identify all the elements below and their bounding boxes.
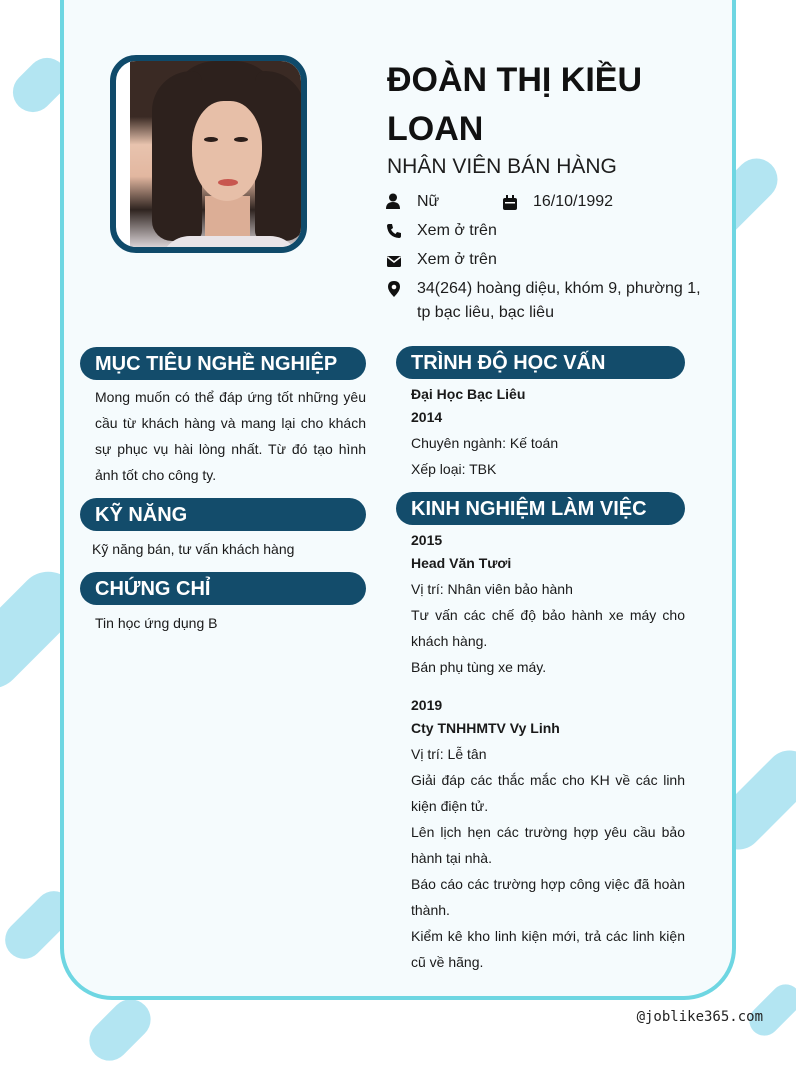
mail-icon — [386, 253, 402, 269]
phone-value: Xem ở trên — [417, 222, 497, 239]
objective-text: Mong muốn có thể đáp ứng tốt những yêu cầu từ khách hàng và mang lại cho khách sự phục vụ hài lòng nhất. Từ đó tạo hình ảnh tốt cho công ty. — [95, 389, 366, 483]
job-year: 2015 — [411, 532, 443, 548]
profile-photo — [130, 61, 301, 247]
job-position: Vị trí: Nhân viên bảo hành — [411, 581, 573, 597]
objective-heading: MỤC TIÊU NGHỀ NGHIỆP — [80, 347, 366, 380]
job-duty: Lên lịch hẹn các trường hợp yêu cầu bảo hành tại nhà. — [411, 824, 685, 866]
education-grade: Xếp loại: TBK — [411, 461, 497, 477]
gender-value: Nữ — [417, 193, 440, 210]
job-title: NHÂN VIÊN BÁN HÀNG — [387, 155, 617, 178]
calendar-icon — [502, 195, 518, 211]
dob-value: 16/10/1992 — [533, 193, 614, 210]
profile-photo-frame — [110, 55, 307, 253]
certificates-text: Tin học ứng dụng B — [95, 615, 218, 631]
education-school: Đại Học Bạc Liêu — [411, 386, 526, 402]
experience-heading: KINH NGHIỆM LÀM VIỆC — [396, 492, 685, 525]
decor-stripe — [81, 991, 159, 1069]
email-value: Xem ở trên — [417, 251, 497, 268]
job-duty: Báo cáo các trường hợp công việc đã hoàn thành. — [411, 876, 685, 918]
job-company: Cty TNHHMTV Vy Linh — [411, 720, 560, 736]
skills-text: Kỹ năng bán, tư vấn khách hàng — [92, 541, 295, 557]
user-icon — [385, 193, 401, 209]
education-year: 2014 — [411, 409, 443, 425]
job-duty: Giải đáp các thắc mắc cho KH về các linh kiện điện tử. — [411, 772, 685, 814]
job-company: Head Văn Tươi — [411, 555, 512, 571]
watermark: @joblike365.com — [636, 1009, 763, 1025]
location-pin-icon — [386, 281, 402, 297]
candidate-name: ĐOÀN THỊ KIỀU LOAN — [387, 61, 642, 148]
education-heading: TRÌNH ĐỘ HỌC VẤN — [396, 346, 685, 379]
certificates-heading: CHỨNG CHỈ — [80, 572, 366, 605]
job-position: Vị trí: Lễ tân — [411, 746, 487, 762]
phone-icon — [386, 223, 402, 239]
address-value: 34(264) hoàng diệu, khóm 9, phường 1, tp bạc liêu, bạc liêu — [417, 280, 701, 321]
education-major: Chuyên ngành: Kế toán — [411, 435, 559, 451]
job-year: 2019 — [411, 697, 443, 713]
job-duty: Kiểm kê kho linh kiện mới, trả các linh kiện cũ về hãng. — [411, 928, 685, 970]
job-duty: Bán phụ tùng xe máy. — [411, 659, 547, 675]
skills-heading: KỸ NĂNG — [80, 498, 366, 531]
job-duty: Tư vấn các chế độ bảo hành xe máy cho khách hàng. — [411, 607, 685, 649]
